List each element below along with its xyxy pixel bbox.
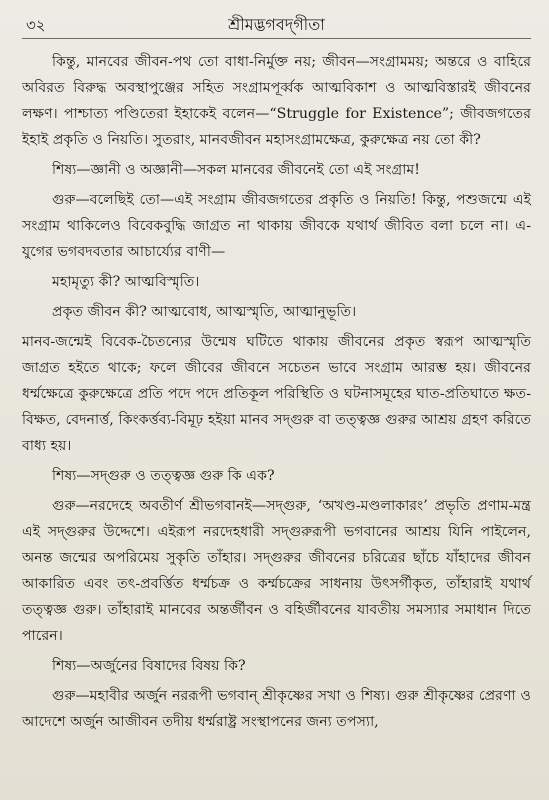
body-text bbox=[22, 49, 531, 735]
dialogue-disciple: শিষ্য—অর্জুনের বিষাদের বিষয় কি? bbox=[52, 658, 246, 674]
dialogue-guru: গুরু—মহাবীর অর্জুন নররূপী ভগবান্‌ শ্রীকৃষ্ণের সখা ও শিষ্য। গুরু শ্রীকৃষ্ণের প্রেরণা ও আদেশে অর্জুন আজীবন তদীয় ধর্ম্মরাষ্ট্র সংস্থাপনের জন্য তপস্যা, bbox=[22, 688, 531, 730]
dialogue-disciple: শিষ্য—জ্ঞানী ও অজ্ঞানী—সকল মানবের জীবনেই তো এই সংগ্রাম! bbox=[52, 162, 420, 178]
dialogue-guru: গুরু—বলেছিই তো—এই সংগ্রাম জীবজগতের প্রকৃতি ও নিয়তি! কিন্তু, পশুজন্মে এই সংগ্রাম থাকিলেও বিবেকবুদ্ধি জাগ্রত না থাকায় জীবকে যথার্থ জীবিত বলা চলে না। এ-যুগের ভগবদবতার আচার্য্যের বাণী— bbox=[22, 192, 531, 260]
quote-line: প্রকৃত জীবন কী? আত্মবোধ, আত্মস্মৃতি, আত্মানুভূতি। bbox=[52, 304, 357, 320]
quote-line: মহামৃত্যু কী? আত্মবিস্মৃতি। bbox=[52, 274, 200, 290]
dialogue-guru: গুরু—নরদেহে অবতীর্ণ শ্রীভগবানই—সদ্‌গুরু, ‘অখণ্ড-মণ্ডলাকারং’ প্রভৃতি প্রণাম-মন্ত্র এই সদ্‌গুরুর উদ্দেশে। এইরূপ নরদেহধারী সদ্‌গুরুরূপী ভগবানের আশ্রয় যিনি পাইলেন, অনন্ত জন্মের অপরিমেয় সুকৃতি তাঁহার। সদ্‌গুরুর জীবনের চরিত্রের ছাঁচে যাঁহাদের জীবন আকারিত এবং তৎ-প্রবর্ত্তিত ধর্ম্মচক্র ও কর্ম্মচক্রের সাধনায় উৎসর্গীকৃত, তাঁহারাই যথার্থ তত্ত্বজ্ঞ গুরু। তাঁহারাই মানবের অন্তর্জীবন ও বহির্জীবনের যাবতীয় সমস্যার সমাধান দিতে পারেন। bbox=[22, 498, 531, 644]
paragraph: কিন্তু, মানবের জীবন-পথ তো বাধা-নির্মুক্ত নয়; জীবন—সংগ্রামময়; অন্তরে ও বাহিরে অবিরত বিরুদ্ধ অবস্থাপুঞ্জের সহিত সংগ্রামপূর্ব্বক আত্মবিকাশ ও আত্মবিস্তারই জীবনের লক্ষণ। পাশ্চাত্য পণ্ডিতেরা ইহাকেই বলেন—“Struggle for Existence”; জীবজগতের ইহাই প্রকৃতি ও নিয়তি। সুতরাং, মানবজীবন মহাসংগ্রামক্ষেত্র, কুরুক্ষেত্র নয় তো কী? bbox=[22, 54, 531, 148]
dialogue-disciple: শিষ্য—সদ্‌গুরু ও তত্ত্বজ্ঞ গুরু কি এক? bbox=[52, 468, 275, 484]
page-number: ৩২ bbox=[26, 16, 46, 34]
running-title: শ্রীমদ্ভগবদ্‌গীতা bbox=[228, 15, 325, 34]
paragraph: মানব-জন্মেই বিবেক-চৈতন্যের উন্মেষ ঘটিতে থাকায় জীবনের প্রকৃত স্বরূপ আত্মস্মৃতি জাগ্রত হইতে থাকে; ফলে জীবের জীবনে সচেতন ভাবে সংগ্রাম আরম্ভ হয়। জীবনের ধর্ম্মক্ষেত্রে কুরুক্ষেত্রে প্রতি পদে পদে প্রতিকূল পরিস্থিতি ও ঘটনাসমূহের ঘাত-প্রতিঘাতে ক্ষত-বিক্ষত, বেদনার্ত্ত, কিংকর্ত্তব্য-বিমূঢ় হইয়া মানব সদ্‌গুরু বা তত্ত্বজ্ঞ গুরুর আশ্রয় গ্রহণ করিতে বাধ্য হয়। bbox=[22, 334, 531, 454]
page-header bbox=[22, 8, 531, 39]
